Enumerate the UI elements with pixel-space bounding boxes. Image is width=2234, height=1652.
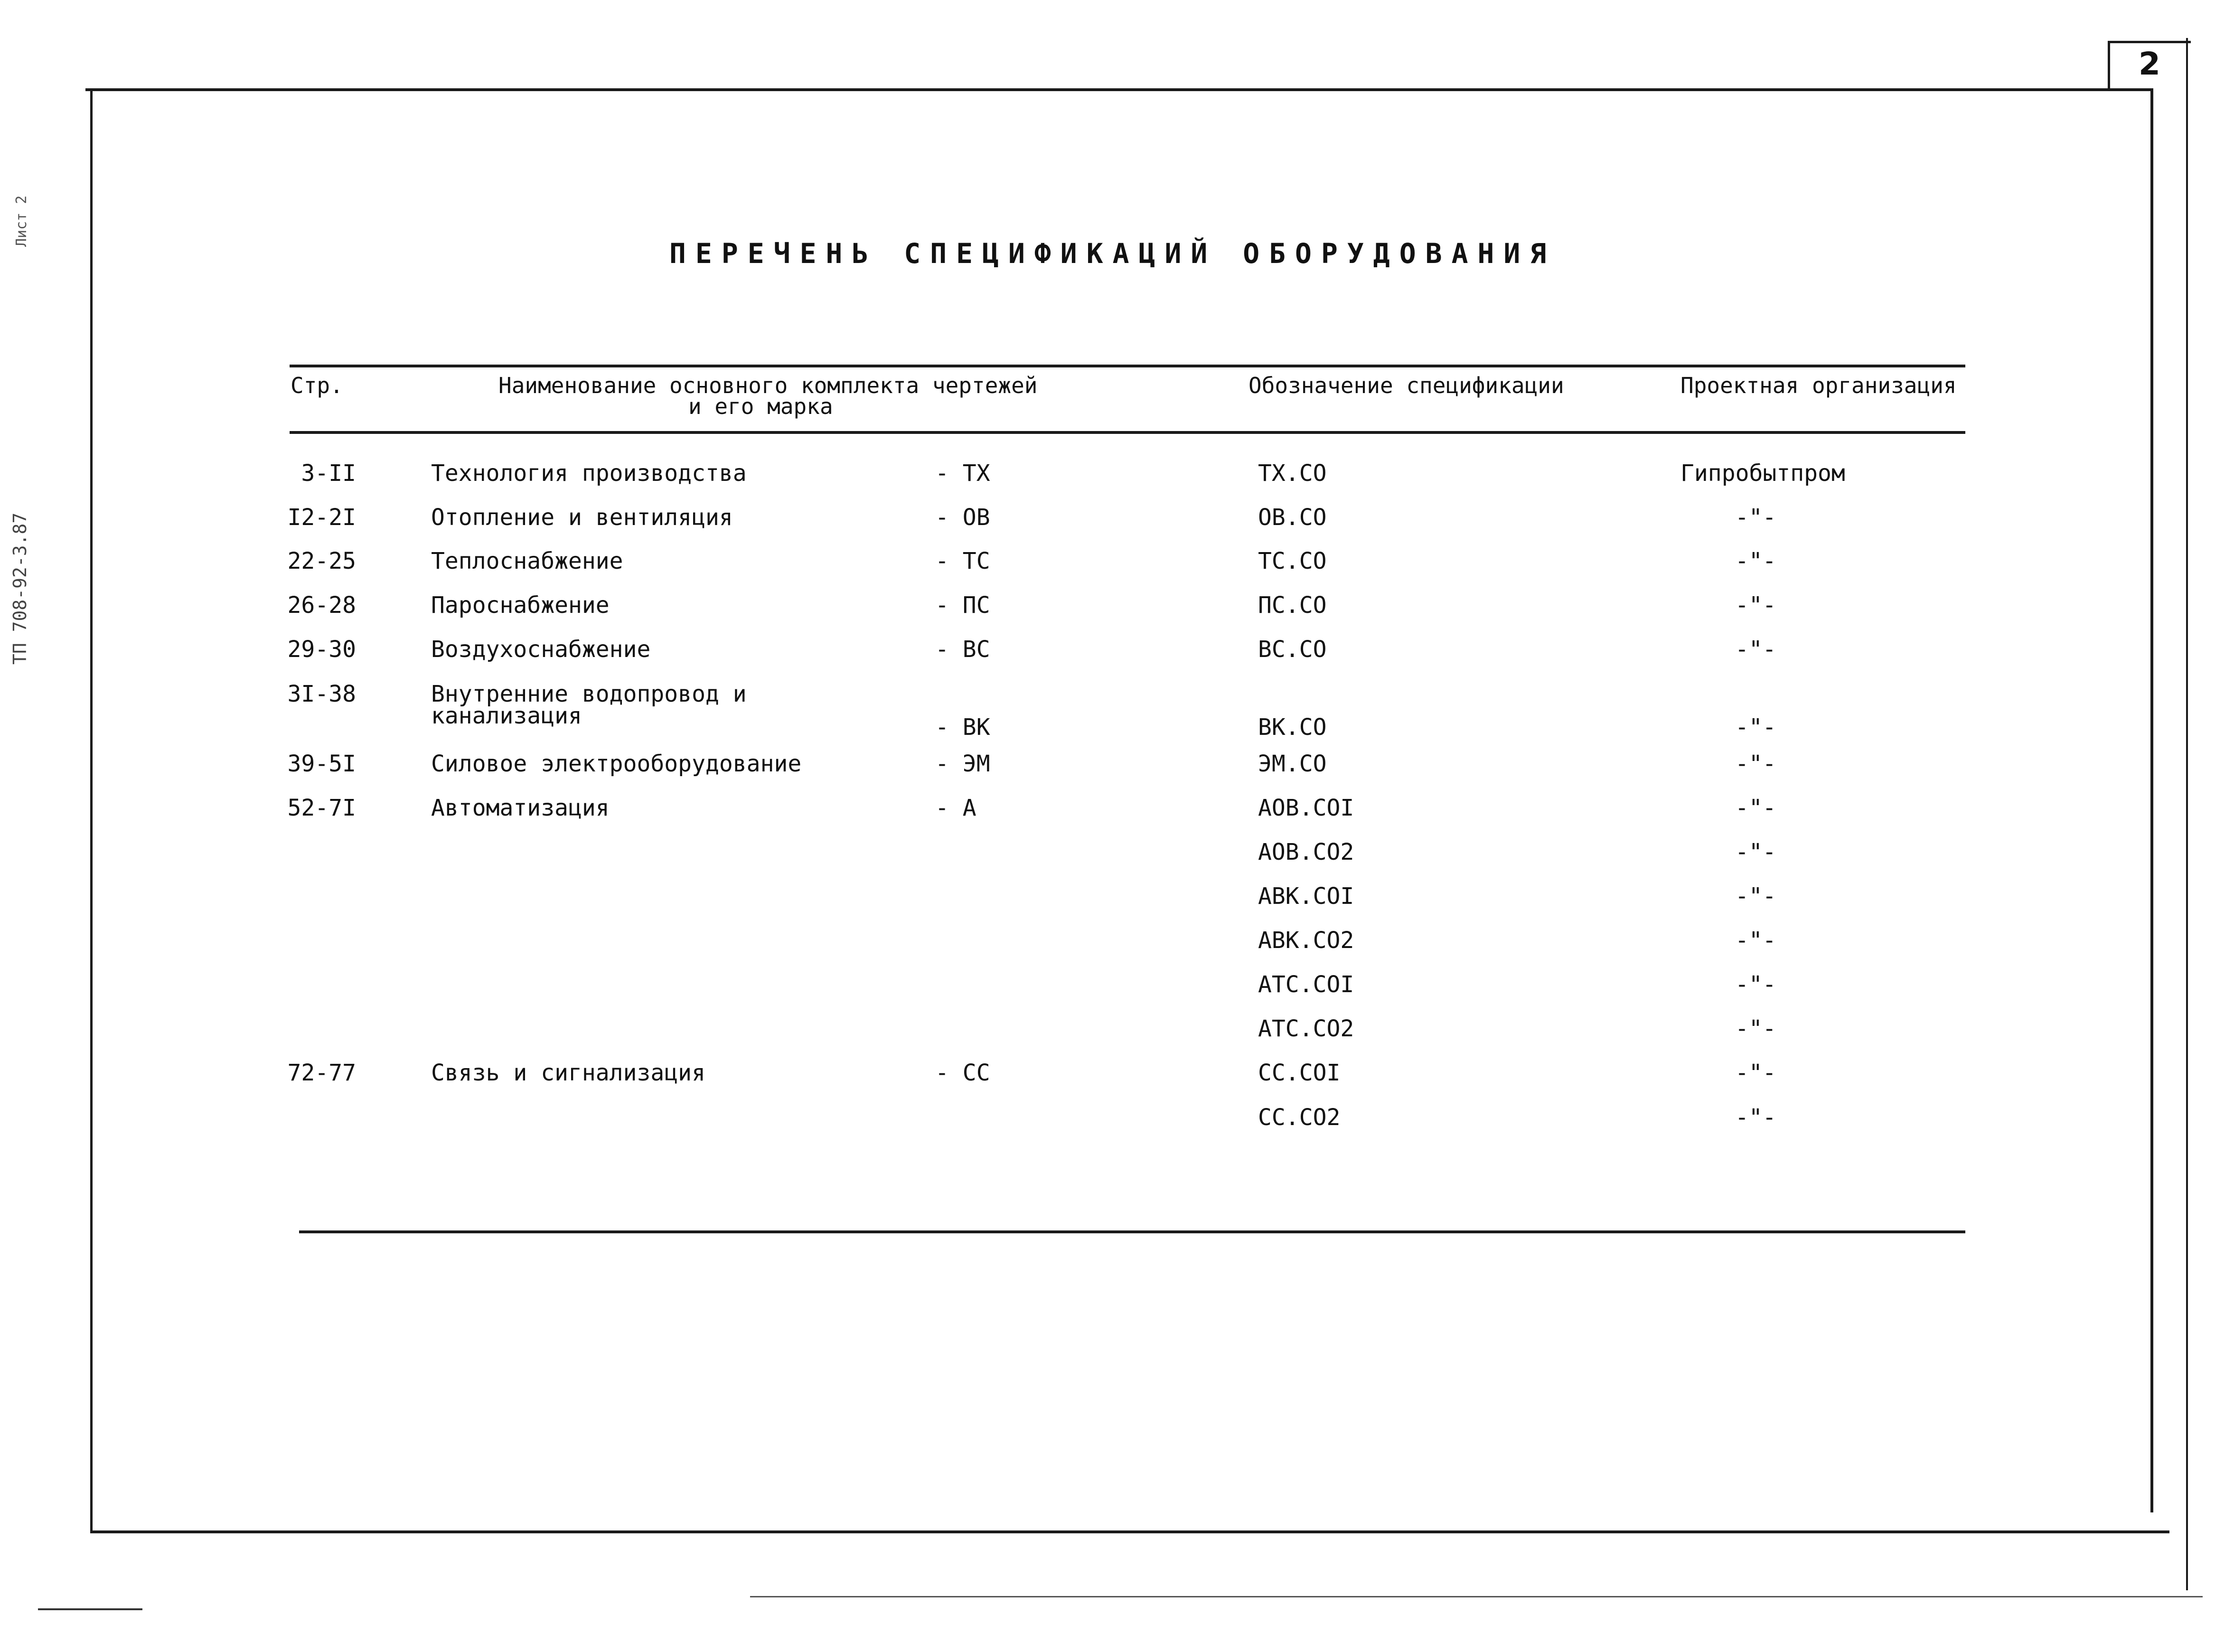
cell-page: 3I-38 — [287, 681, 356, 707]
frame-right-border — [2150, 88, 2153, 1512]
table-bottom-rule — [299, 1230, 1965, 1233]
cell-page: 26-28 — [287, 592, 356, 619]
cell-spec: АВК.СОI — [1258, 883, 1354, 910]
cell-org: -"- — [1735, 504, 1776, 531]
cell-mark: - ТС — [935, 548, 990, 574]
cell-name: Автоматизация — [431, 795, 610, 821]
page-number: 2 — [2139, 46, 2160, 82]
cell-org: -"- — [1735, 839, 1776, 865]
cell-spec: СС.СО2 — [1258, 1104, 1341, 1131]
cell-org: Гипробытпром — [1680, 460, 1845, 487]
cell-org: -"- — [1735, 1060, 1776, 1086]
cell-org: -"- — [1735, 751, 1776, 777]
side-document-code: ТП 708-92-3.87 — [9, 512, 30, 665]
cell-spec: ВК.СО — [1258, 714, 1327, 741]
cell-page: I2-2I — [287, 504, 356, 531]
cell-name: Силовое электрооборудование — [431, 751, 802, 777]
cell-name: Связь и сигнализация — [431, 1060, 705, 1086]
cell-page: 52-7I — [287, 795, 356, 821]
cell-org: -"- — [1735, 714, 1776, 741]
cell-name: Отопление и вентиляция — [431, 504, 733, 531]
cell-spec: СС.СОI — [1258, 1060, 1341, 1086]
cell-spec: ТХ.СО — [1258, 460, 1327, 487]
cell-mark: - ЭМ — [935, 751, 990, 777]
cell-org: -"- — [1735, 795, 1776, 821]
cell-mark: - А — [935, 795, 976, 821]
cell-spec: АОВ.СОI — [1258, 795, 1354, 821]
header-name-line2: и его марка — [688, 394, 833, 419]
cell-mark: - ПС — [935, 592, 990, 619]
cell-org: -"- — [1735, 1015, 1776, 1042]
cell-mark: - ВК — [935, 714, 990, 741]
header-name: Наименование основного комплекта чертежей — [498, 373, 1038, 398]
cell-page: 39-5I — [287, 751, 356, 777]
cell-spec: ТС.СО — [1258, 548, 1327, 574]
cell-spec: ЭМ.СО — [1258, 751, 1327, 777]
table-top-rule — [290, 365, 1965, 367]
cell-org: -"- — [1735, 1104, 1776, 1131]
header-page: Стр. — [291, 373, 343, 398]
frame-outer-right-border — [2186, 38, 2188, 1590]
bottom-left-stub-line — [38, 1608, 142, 1610]
cell-org: -"- — [1735, 636, 1776, 663]
frame-bottom-border — [90, 1530, 2169, 1533]
cell-org: -"- — [1735, 971, 1776, 998]
cell-page: 3-II — [301, 460, 356, 487]
cell-mark: - ВС — [935, 636, 990, 663]
cell-org: -"- — [1735, 548, 1776, 574]
cell-spec: АВК.СО2 — [1258, 927, 1354, 954]
cell-mark: - СС — [935, 1060, 990, 1086]
cell-spec: АТС.СОI — [1258, 971, 1354, 998]
header-org: Проектная организация — [1680, 373, 1957, 398]
cell-name: Технология производства — [431, 460, 747, 487]
cell-spec: АТС.СО2 — [1258, 1015, 1354, 1042]
cell-spec: ОВ.СО — [1258, 504, 1327, 531]
frame-left-border — [90, 88, 93, 1533]
cell-page: 29-30 — [287, 636, 356, 663]
cell-spec: ВС.СО — [1258, 636, 1327, 663]
header-spec: Обозначение спецификации — [1248, 373, 1564, 398]
document-title: ПЕРЕЧЕНЬ СПЕЦИФИКАЦИЙ ОБОРУДОВАНИЯ — [669, 237, 1556, 270]
cell-name: Пароснабжение — [431, 592, 610, 619]
cell-spec: ПС.СО — [1258, 592, 1327, 619]
cell-name-line2: канализация — [431, 703, 582, 729]
bottom-scan-line — [750, 1596, 2203, 1597]
cell-spec: АОВ.СО2 — [1258, 839, 1354, 865]
side-sheet-mark: Лист 2 — [13, 195, 30, 247]
table-header-rule — [290, 431, 1965, 434]
cell-page: 72-77 — [287, 1060, 356, 1086]
cell-name: Теплоснабжение — [431, 548, 623, 574]
cell-page: 22-25 — [287, 548, 356, 574]
cell-mark: - ОВ — [935, 504, 990, 531]
cell-org: -"- — [1735, 927, 1776, 954]
cell-name: Внутренние водопровод и — [431, 681, 747, 707]
cell-name: Воздухоснабжение — [431, 636, 651, 663]
frame-top-border — [85, 88, 2150, 91]
cell-mark: - ТХ — [935, 460, 990, 487]
cell-org: -"- — [1735, 592, 1776, 619]
cell-org: -"- — [1735, 883, 1776, 910]
